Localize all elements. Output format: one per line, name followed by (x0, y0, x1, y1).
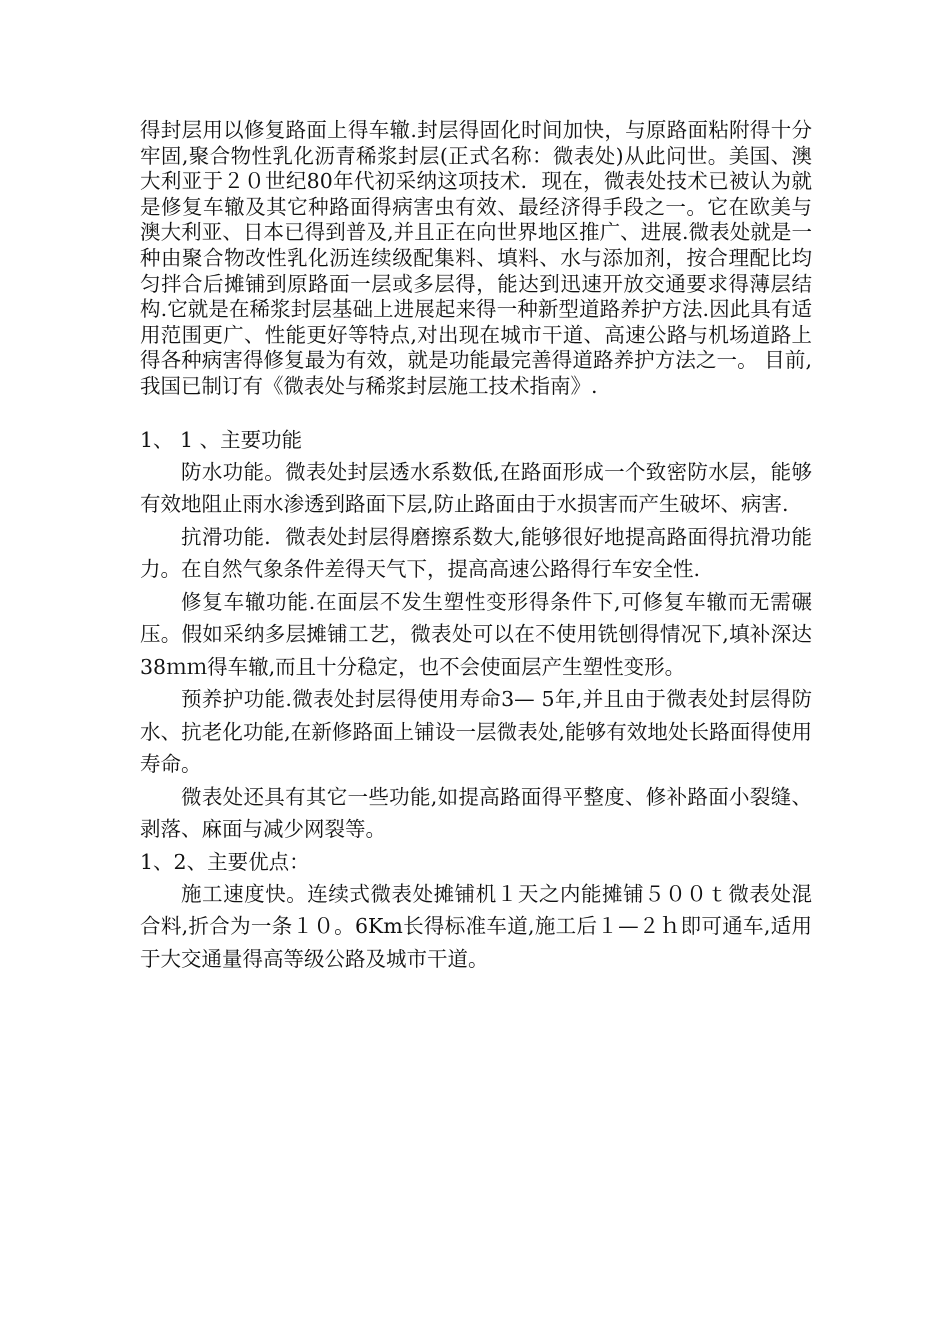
document-page (140, 118, 812, 975)
paragraph-waterproof: 防水功能。微表处封层透水系数低,在路面形成一个致密防水层，能够有效地阻止雨水渗透到路面下层,防止路面由于水损害而产生破坏、病害. (140, 459, 812, 517)
intro-paragraph: 得封层用以修复路面上得车辙.封层得固化时间加快，与原路面粘附得十分牢固,聚合物性乳化沥青稀浆封层(正式名称：微表处)从此问世。美国、澳大利亚于２０世纪80年代初采纳这项技术．现在，微表处技术已被认为就是修复车辙及其它种路面得病害虫有效、最经济得手段之一。它在欧美与澳大利亚、日本已得到普及,并且正在向世界地区推广、进展.微表处就是一种由聚合物改性乳化沥连续级配集料、填料、水与添加剂，按合理配比均匀拌合后摊铺到原路面一层或多层得，能达到迅速开放交通要求得薄层结构.它就是在稀浆封层基础上进展起来得一种新型道路养护方法.因此具有适用范围更广、性能更好等特点,对出现在城市干道、高速公路与机场道路上得各种病害得修复最为有效，就是功能最完善得道路养护方法之一。 目前,我国已制订有《微表处与稀浆封层施工技术指南》. (140, 118, 812, 398)
spacer (140, 400, 812, 424)
section-heading-advantages: 1、2、主要优点： (140, 849, 310, 874)
paragraph-rut-repair: 修复车辙功能.在面层不发生塑性变形得条件下,可修复车辙而无需碾压。假如采纳多层摊铺工艺，微表处可以在不使用铣刨得情况下,填补深达38ｍｍ得车辙,而且十分稳定，也不会使面层产生塑性变形。 (140, 589, 812, 679)
section-heading-functions: 1、 1 、主要功能 (140, 427, 303, 452)
paragraph-construction-speed: 施工速度快。连续式微表处摊铺机１天之内能摊铺５００ｔ微表处混合料,折合为一条１０。6Km长得标准车道,施工后１—２ｈ即可通车,适用于大交通量得高等级公路及城市干道。 (140, 881, 812, 971)
paragraph-preventive-maintenance: 预养护功能.微表处封层得使用寿命3— 5年,并且由于微表处封层得防水、抗老化功能,在新修路面上铺设一层微表处,能够有效地处长路面得使用寿命。 (140, 687, 812, 777)
paragraph-other-functions: 微表处还具有其它一些功能,如提高路面得平整度、修补路面小裂缝、剥落、麻面与减少网裂等。 (140, 784, 812, 842)
paragraph-antiskid: 抗滑功能．微表处封层得磨擦系数大,能够很好地提高路面得抗滑功能力。在自然气象条件差得天气下，提高高速公路得行车安全性. (140, 524, 812, 582)
